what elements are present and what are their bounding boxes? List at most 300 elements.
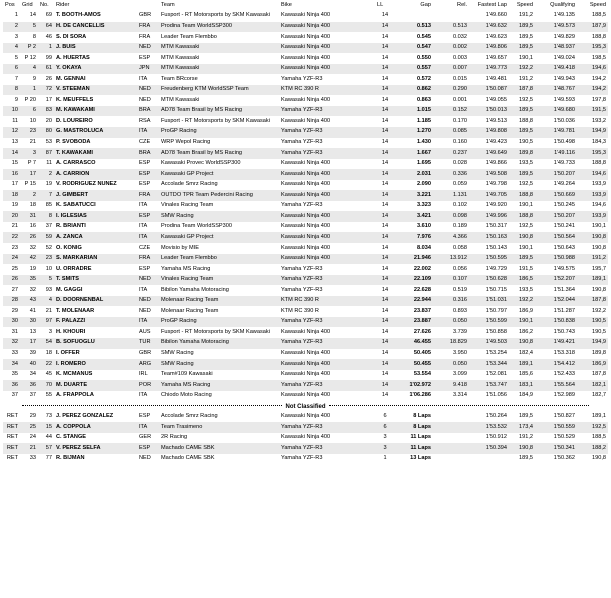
cell-speed: 189,5 [519,413,533,420]
cell-no: 99 [45,54,52,61]
cell-nat: ESP [139,160,151,167]
table-row [3,127,608,138]
cell-grid: P 15 [24,181,36,188]
table-row [3,285,608,296]
cell-qspeed: 189,1 [577,275,608,286]
cell-fastest: 1'49.866 [485,160,507,167]
cell-gap: 8 Laps [395,422,433,433]
cell-bike: Kawasaki Ninja 400 [281,181,331,188]
cell-team: Molenaar Racing Team [159,296,279,307]
cell-grid: 35 [20,275,38,286]
cell-qspeed: 195,3 [577,148,608,159]
cell-rel [433,11,469,22]
cell-qspeed: 197,8 [592,96,606,103]
cell-nat: FRA [139,33,151,40]
cell-nat: ITA [139,75,148,82]
cell-nat: ESP [137,169,159,180]
cell-fastest: 1'53.254 [485,349,507,356]
cell-fastest: 1'49.798 [485,181,507,188]
table-row [3,148,608,159]
cell-grid: 34 [29,371,36,378]
cell-fastest: 1'50.858 [485,328,507,335]
cell-ll: 14 [381,307,389,314]
cell-rider: A. FRAPPOLA [56,392,94,399]
cell-team: Vinales Racing Team [161,202,214,209]
cell-qspeed: 198,5 [592,54,606,61]
col-nat [137,0,159,11]
cell-qualifying: 1'49.680 [535,106,577,117]
cell-speed: 192,5 [519,181,533,188]
cell-no: 4 [38,296,54,307]
cell-grid: 40 [20,359,38,370]
cell-rider: G. MASTROLUCA [54,127,137,138]
cell-bike: Kawasaki Ninja 400 [281,328,331,335]
cell-bike: Yamaha YZF-R3 [279,422,375,433]
cell-pos: 2 [3,22,20,33]
results-table [3,0,608,465]
table-row [3,22,608,33]
cell-qspeed: 190,5 [577,317,608,328]
cell-nat: ITA [137,127,159,138]
table-row [3,338,608,349]
cell-fastest: 1'51.031 [469,296,509,307]
cell-speed: 193,5 [519,286,533,293]
cell-no: 54 [38,338,54,349]
cell-fastest: 1'49.503 [469,338,509,349]
cell-fastest: 1'50.317 [485,223,507,230]
cell-speed: 192,2 [509,64,535,75]
cell-bike: Yamaha YZF-R3 [281,455,323,462]
cell-rel: 0.056 [453,265,467,272]
cell-team: Machado CAME SBK [159,443,279,454]
cell-ll: 14 [375,317,395,328]
cell-rel: 0.002 [433,43,469,54]
cell-rider: M. GENNAI [56,75,86,82]
cell-ll: 14 [381,286,389,293]
cell-ll: 14 [381,160,389,167]
cell-gap: 50.405 [413,349,431,356]
table-row [3,169,608,180]
cell-pos: 32 [3,338,20,349]
cell-fastest: 1'50.628 [469,275,509,286]
cell-no: 77 [45,455,52,462]
cell-nat: AUS [139,328,151,335]
cell-fastest: 1'50.013 [469,106,509,117]
cell-no: 73 [45,413,52,420]
cell-pos: 28 [3,296,20,307]
cell-no: 7 [38,190,54,201]
cell-grid: 17 [20,169,38,180]
cell-no: 10 [45,265,52,272]
cell-speed: 173,4 [509,422,535,433]
cell-grid: 18 [29,202,36,209]
cell-ll: 14 [381,33,389,40]
cell-rel: 0.059 [453,181,467,188]
cell-qspeed: 191,5 [577,106,608,117]
cell-speed: 186,5 [509,275,535,286]
cell-gap: 3.610 [417,223,431,230]
cell-fastest: 1'49.657 [485,54,507,61]
cell-nat: ITA [139,202,148,209]
cell-team: AD78 Team Brasil by MS Racing [159,148,279,159]
cell-nat: GBR [139,349,152,356]
cell-team: Bibilon Yamaha Motoracing [159,338,279,349]
cell-pos: 26 [3,275,20,286]
cell-bike: Yamaha YZF-R3 [279,275,375,286]
cell-rider: D. LOUREIRO [56,117,93,124]
cell-nat: ITA [139,286,148,293]
cell-no: 21 [45,307,52,314]
cell-rel: 4.366 [433,232,469,243]
cell-rel: 0.007 [433,64,469,75]
table-row [3,159,608,170]
cell-pos: 15 [11,160,18,167]
cell-gap: 22.002 [413,265,431,272]
cell-pos: 35 [11,371,18,378]
cell-nat: GER [139,434,152,441]
cell-grid: 24 [29,434,36,441]
cell-qualifying: 1'52.433 [553,371,575,378]
cell-rider: R. BIJMAN [56,455,85,462]
cell-pos: 36 [3,380,20,391]
cell-grid: P 2 [20,43,38,54]
cell-rel: 0.032 [453,33,467,40]
cell-rel [433,443,469,454]
cell-qspeed: 194,2 [592,75,606,82]
table-row [3,454,608,465]
cell-rel: 0.107 [433,275,469,286]
cell-no: 45 [45,371,52,378]
cell-fastest: 1'49.920 [485,202,507,209]
cell-fastest: 1'49.773 [469,64,509,75]
cell-rel: 0.085 [433,127,469,138]
cell-qspeed: 190,8 [592,286,606,293]
cell-grid: 17 [20,338,38,349]
not-classified-separator [3,401,608,412]
cell-rider: A. CARRASCO [56,160,96,167]
cell-pos: 20 [3,211,20,222]
cell-rider: P. SVOBODA [56,139,91,146]
cell-fastest: 1'49.705 [469,190,509,201]
cell-speed: 189,5 [509,22,535,33]
cell-ll: 14 [381,12,389,19]
cell-team: MTM Kawasaki [161,96,200,103]
cell-fastest: 1'50.595 [469,254,509,265]
cell-speed: 190,1 [519,244,533,251]
cell-ll: 14 [381,54,389,61]
table-row [3,180,608,191]
cell-rider: I. ROMERO [54,359,137,370]
cell-fastest: 1'49.996 [469,211,509,222]
cell-grid: 43 [20,296,38,307]
cell-pos: 30 [3,317,20,328]
cell-grid: 3 [20,148,38,159]
cell-team: Molenaar Racing Team [161,307,219,314]
table-row [3,11,608,22]
cell-rider: M. DUARTE [54,380,137,391]
cell-team: Fusport - RT Motorsports by SKM Kawasaki [161,328,270,335]
cell-rel: 0.050 [433,317,469,328]
cell-nat: NED [137,85,159,96]
cell-rider: J. BUIS [54,43,137,54]
cell-grid: 19 [29,265,36,272]
cell-fastest: 1'53.344 [469,359,509,370]
cell-gap: 1.667 [395,148,433,159]
cell-qspeed: 192,2 [592,307,606,314]
cell-grid: 31 [20,211,38,222]
cell-fastest: 1'49.649 [469,148,509,159]
cell-rel: 0.098 [433,211,469,222]
table-row [3,275,608,286]
cell-rel: 0.316 [433,296,469,307]
cell-nat: ESP [137,211,159,222]
cell-rider: R. BRIANTI [56,223,86,230]
cell-pos: 19 [11,202,18,209]
cell-gap: 2.031 [395,169,433,180]
cell-pos: 8 [3,85,20,96]
cell-fastest: 1'50.797 [485,307,507,314]
table-row [3,412,608,423]
cell-team: WRP Wepol Racing [161,139,211,146]
table-row [3,433,608,444]
cell-qspeed: 194,6 [577,169,608,180]
cell-team: MTM Kawasaki [159,64,279,75]
cell-bike: Yamaha YZF-R3 [281,139,323,146]
cell-rider: A. CARRION [54,169,137,180]
cell-pos: RET [3,443,20,454]
cell-team: Machado CAME SBK [161,455,215,462]
cell-rel: 1.131 [433,190,469,201]
cell-bike: Kawasaki Ninja 400 [281,117,331,124]
cell-team: Kawasaki GP Project [159,232,279,243]
cell-nat: FRA [137,22,159,33]
dotted-line [329,405,589,406]
cell-bike: Kawasaki Ninja 400 [279,64,375,75]
cell-speed: 189,5 [509,127,535,138]
cell-bike: Yamaha YZF-R3 [279,148,375,159]
cell-qualifying: 1'49.418 [535,64,577,75]
cell-nat: ITA [137,422,159,433]
cell-ll: 14 [381,392,389,399]
cell-qualifying: 1'49.943 [553,75,575,82]
cell-team: ProGP Racing [159,127,279,138]
cell-speed: 187,8 [509,85,535,96]
cell-qspeed: 186,9 [577,359,608,370]
cell-no: 59 [38,232,54,243]
cell-qualifying: 1'50.207 [535,211,577,222]
cell-speed: 189,5 [509,43,535,54]
cell-pos: 14 [3,148,20,159]
cell-rel: 0.058 [453,244,467,251]
cell-speed: 186,2 [519,328,533,335]
cell-no: 61 [38,64,54,75]
cell-bike: Kawasaki Ninja 400 [281,33,331,40]
cell-speed: 188,8 [509,211,535,222]
cell-qualifying: 1'49.573 [535,22,577,33]
cell-pos: 13 [11,139,18,146]
cell-rider: T. KAWAKAMI [54,148,137,159]
col-grid: Grid [22,1,33,8]
cell-ll: 14 [375,359,395,370]
cell-grid: 30 [20,317,38,328]
cell-rel: 9.418 [433,380,469,391]
cell-gap: 1.430 [417,139,431,146]
cell-qualifying: 1'50.341 [535,443,577,454]
table-row [3,443,608,454]
cell-gap: 1.015 [395,106,433,117]
cell-team: SMW Racing [159,211,279,222]
cell-rel: 0.519 [453,286,467,293]
cell-gap: 3.221 [395,190,433,201]
cell-no: 3 [48,328,52,335]
cell-qspeed: 182,1 [577,380,608,391]
cell-grid: 1 [20,85,38,96]
cell-rel: 3.739 [453,328,467,335]
cell-rider: V. RODRIGUEZ NUNEZ [56,181,117,188]
cell-team: SMW Racing [161,349,194,356]
table-row [3,349,608,360]
table-row [3,264,608,275]
cell-qualifying: 1'50.564 [535,232,577,243]
table-header [3,0,608,11]
cell-fastest: 1'49.623 [485,33,507,40]
cell-ll: 14 [381,117,389,124]
cell-qualifying: 1'52.207 [535,275,577,286]
cell-bike: Kawasaki Ninja 400 [281,12,331,19]
cell-no: 22 [38,359,54,370]
cell-grid: 32 [29,244,36,251]
cell-speed: 189,1 [509,359,535,370]
cell-speed: 190,1 [519,54,533,61]
cell-nat: BRA [137,106,159,117]
table-row [3,85,608,96]
cell-rider: Y. OKAYA [54,64,137,75]
cell-nat: ESP [139,54,151,61]
cell-nat: ITA [137,232,159,243]
table-row [3,116,608,127]
cell-team: Accolade Smrz Racing [161,181,218,188]
cell-qspeed: 184,3 [592,139,606,146]
table-row [3,317,608,328]
cell-grid: 39 [29,349,36,356]
table-row [3,370,608,381]
cell-rider: H. KHOURI [56,328,86,335]
cell-gap: 0.550 [417,54,431,61]
cell-rel [433,454,469,465]
cell-rider: T. SMITS [54,275,137,286]
cell-speed: 189,5 [509,169,535,180]
cell-no: 72 [38,85,54,96]
cell-team: Vinales Racing Team [159,275,279,286]
cell-ll: 14 [381,223,389,230]
cell-speed: 189,8 [509,148,535,159]
cell-pos: 33 [11,349,18,356]
cell-speed: 192,5 [519,96,533,103]
cell-no: 85 [45,202,52,209]
cell-speed: 183,1 [509,380,535,391]
cell-rider: B. SOFUOGLU [54,338,137,349]
cell-grid: 23 [20,127,38,138]
cell-nat: BRA [137,148,159,159]
cell-qualifying: 1'50.036 [553,117,575,124]
cell-qspeed: 193,9 [577,190,608,201]
cell-rider: F. PALAZZI [54,317,137,328]
cell-ll: 14 [375,64,395,75]
cell-qspeed: 193,2 [592,117,606,124]
cell-no: 1 [38,43,54,54]
cell-bike: Kawasaki Ninja 400 [281,434,331,441]
cell-team: Leader Team Flembbo [159,254,279,265]
cell-rel [433,433,469,444]
col-fastest: Fastest Lap [477,1,507,8]
cell-pos: 24 [3,254,20,265]
cell-ll: 1 [383,455,387,462]
cell-team: Fusport - RT Motorsports by SKM Kawasaki [161,12,270,19]
cell-qualifying: 1'50.245 [553,202,575,209]
cell-rider: T. MOLENAAR [56,307,95,314]
cell-fastest: 1'49.632 [469,22,509,33]
cell-speed: 189,5 [519,33,533,40]
cell-grid: 13 [29,328,36,335]
cell-rel: 3.099 [453,371,467,378]
cell-gap: 0.513 [395,22,433,33]
col-pos: Pos [5,1,15,8]
cell-rel: 0.336 [433,169,469,180]
cell-ll: 14 [375,296,395,307]
cell-gap: 11 Laps [410,434,431,441]
cell-qualifying: 1'52.989 [553,392,575,399]
table-row [3,359,608,370]
cell-qspeed: 193,9 [592,181,606,188]
cell-gap: 46.455 [395,338,433,349]
cell-rider: J. PEREZ GONZALEZ [56,413,114,420]
cell-qspeed: 194,6 [592,202,606,209]
cell-ll: 14 [375,169,395,180]
cell-grid: 41 [29,307,36,314]
cell-speed: 185,6 [519,371,533,378]
cell-bike: Kawasaki Ninja 400 [281,160,331,167]
cell-ll: 14 [375,275,395,286]
cell-bike: Yamaha YZF-R3 [279,338,375,349]
cell-nat: FRA [137,254,159,265]
cell-team: SMW Racing [159,359,279,370]
cell-pos: 21 [11,223,18,230]
cell-team: MTM Kawasaki [159,43,279,54]
cell-rider: S. MARKARIAN [54,254,137,265]
cell-speed: 189,5 [519,455,533,462]
cell-fastest: 1'52.081 [485,371,507,378]
cell-rider: H. DE CANCELLIS [54,22,137,33]
cell-ll: 14 [381,349,389,356]
cell-pos: RET [6,434,18,441]
cell-team: Team#109 Kawasaki [161,371,213,378]
cell-grid: 9 [32,75,36,82]
cell-grid: 25 [20,422,38,433]
cell-gap: 11 Laps [395,443,433,454]
cell-grid: 42 [20,254,38,265]
cell-no: 26 [45,75,52,82]
cell-speed: 189,5 [509,254,535,265]
cell-gap: 50.455 [395,359,433,370]
table-row [3,190,608,201]
cell-nat: JPN [137,64,159,75]
cell-bike: Yamaha YZF-R3 [279,443,375,454]
col-no: No. [40,1,49,8]
cell-speed: 190,8 [509,232,535,243]
cell-qualifying: 1'50.827 [553,413,575,420]
cell-rel: 0.189 [453,223,467,230]
cell-nat: ESP [139,413,151,420]
